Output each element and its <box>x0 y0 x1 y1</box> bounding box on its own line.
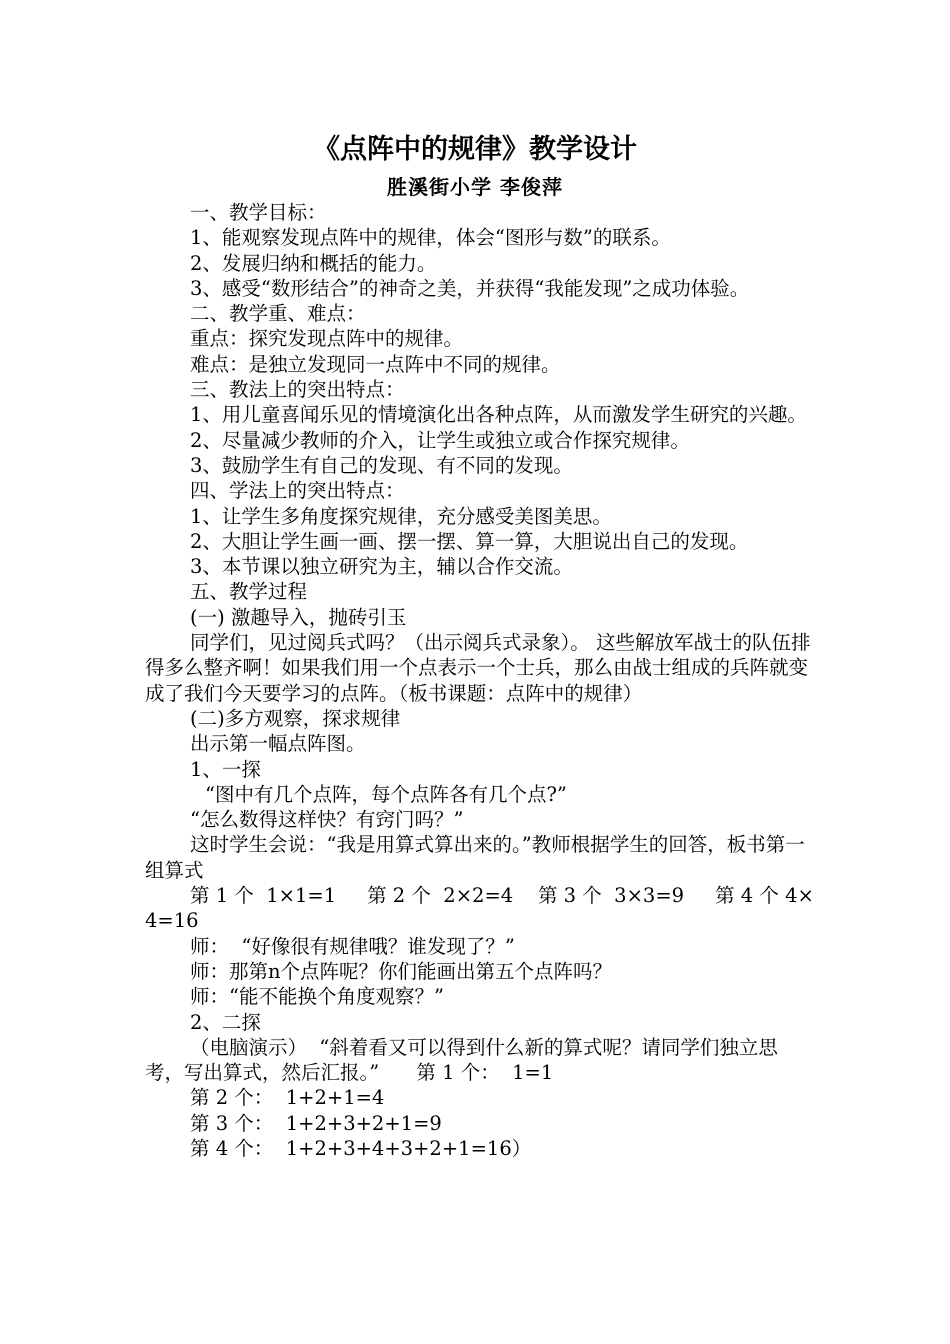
process-intro-paragraph: 同学们，见过阅兵式吗？（出示阅兵式录象）。 这些解放军战士的队伍排得多么整齐啊！如果我们用一个点表示一个士兵，那么由战士组成的兵阵就变成了我们今天要学习的点阵。（板书课题：点阵中的规律） <box>145 631 811 705</box>
teaching-feature-2: 2、尽量减少教师的介入，让学生或独立或合作探究规律。 <box>190 428 690 452</box>
learning-feature-2: 2、大胆让学生画一画、摆一摆、算一算，大胆说出自己的发现。 <box>190 529 749 553</box>
teaching-feature-1: 1、用儿童喜闻乐见的情境演化出各种点阵，从而激发学生研究的兴趣。 <box>190 403 807 427</box>
process-step-1-heading: (一) 激趣导入，抛砖引玉 <box>190 605 407 629</box>
learning-feature-3: 3、本节课以独立研究为主，辅以合作交流。 <box>190 555 573 579</box>
teacher-line-1: 师： “好像很有规律哦？谁发现了？” <box>190 934 515 958</box>
learning-feature-1: 1、让学生多角度探究规律，充分感受美图美思。 <box>190 504 612 528</box>
heading-objectives: 一、教学目标： <box>190 201 327 224</box>
author-line: 胜溪街小学 李俊萍 <box>387 175 563 199</box>
explore-1-heading: 1、一探 <box>190 757 261 781</box>
heading-learning-features: 四、学法上的突出特点： <box>190 479 405 503</box>
process-step-2-heading: (二)多方观察，探求规律 <box>190 706 401 730</box>
objective-2: 2、发展归纳和概括的能力。 <box>190 251 437 275</box>
formula-3: 第 3 个： 1+2+3+2+1=9 <box>190 1111 442 1135</box>
teacher-line-2: 师：那第n个点阵呢？你们能画出第五个点阵吗？ <box>190 959 613 983</box>
heading-teaching-process: 五、教学过程 <box>190 580 308 604</box>
objective-3: 3、感受“数形结合”的神奇之美，并获得“我能发现”之成功体验。 <box>190 276 750 300</box>
computer-demo: （电脑演示） “斜着看又可以得到什么新的算式呢？请同学们独立思考，写出算式，然后汇报。” 第 1 个： 1=1 <box>145 1035 778 1085</box>
teaching-feature-3: 3、鼓励学生有自己的发现、有不同的发现。 <box>190 453 573 477</box>
difficult-point: 难点：是独立发现同一点阵中不同的规律。 <box>190 352 561 376</box>
objective-1: 1、能观察发现点阵中的规律，体会“图形与数”的联系。 <box>190 226 671 250</box>
student-answer: 这时学生会说：“我是用算式算出来的。”教师根据学生的回答，板书第一组算式 <box>145 833 805 882</box>
document-body <box>145 200 815 1161</box>
teacher-line-3: 师：“能不能换个角度观察？” <box>190 985 444 1009</box>
question-how-many: “图中有几个点阵，每个点阵各有几个点?” <box>205 782 567 806</box>
formula-2: 第 2 个： 1+2+1=4 <box>190 1086 385 1110</box>
explore-2-heading: 2、二探 <box>190 1010 261 1034</box>
heading-key-points: 二、教学重、难点： <box>190 302 366 326</box>
key-point: 重点：探究发现点阵中的规律。 <box>190 327 464 351</box>
show-first-figure: 出示第一幅点阵图。 <box>190 732 366 756</box>
question-trick: “怎么数得这样快？有窍门吗？” <box>190 808 464 832</box>
heading-teaching-features: 三、教法上的突出特点： <box>190 378 405 402</box>
formula-4: 第 4 个： 1+2+3+4+3+2+1=16） <box>190 1136 532 1160</box>
document-title: 《点阵中的规律》教学设计 <box>313 134 637 165</box>
formula-group-1: 第 1 个 1×1=1 第 2 个 2×2=4 第 3 个 3×3=9 第 4 个 4×4=16 <box>145 884 814 933</box>
